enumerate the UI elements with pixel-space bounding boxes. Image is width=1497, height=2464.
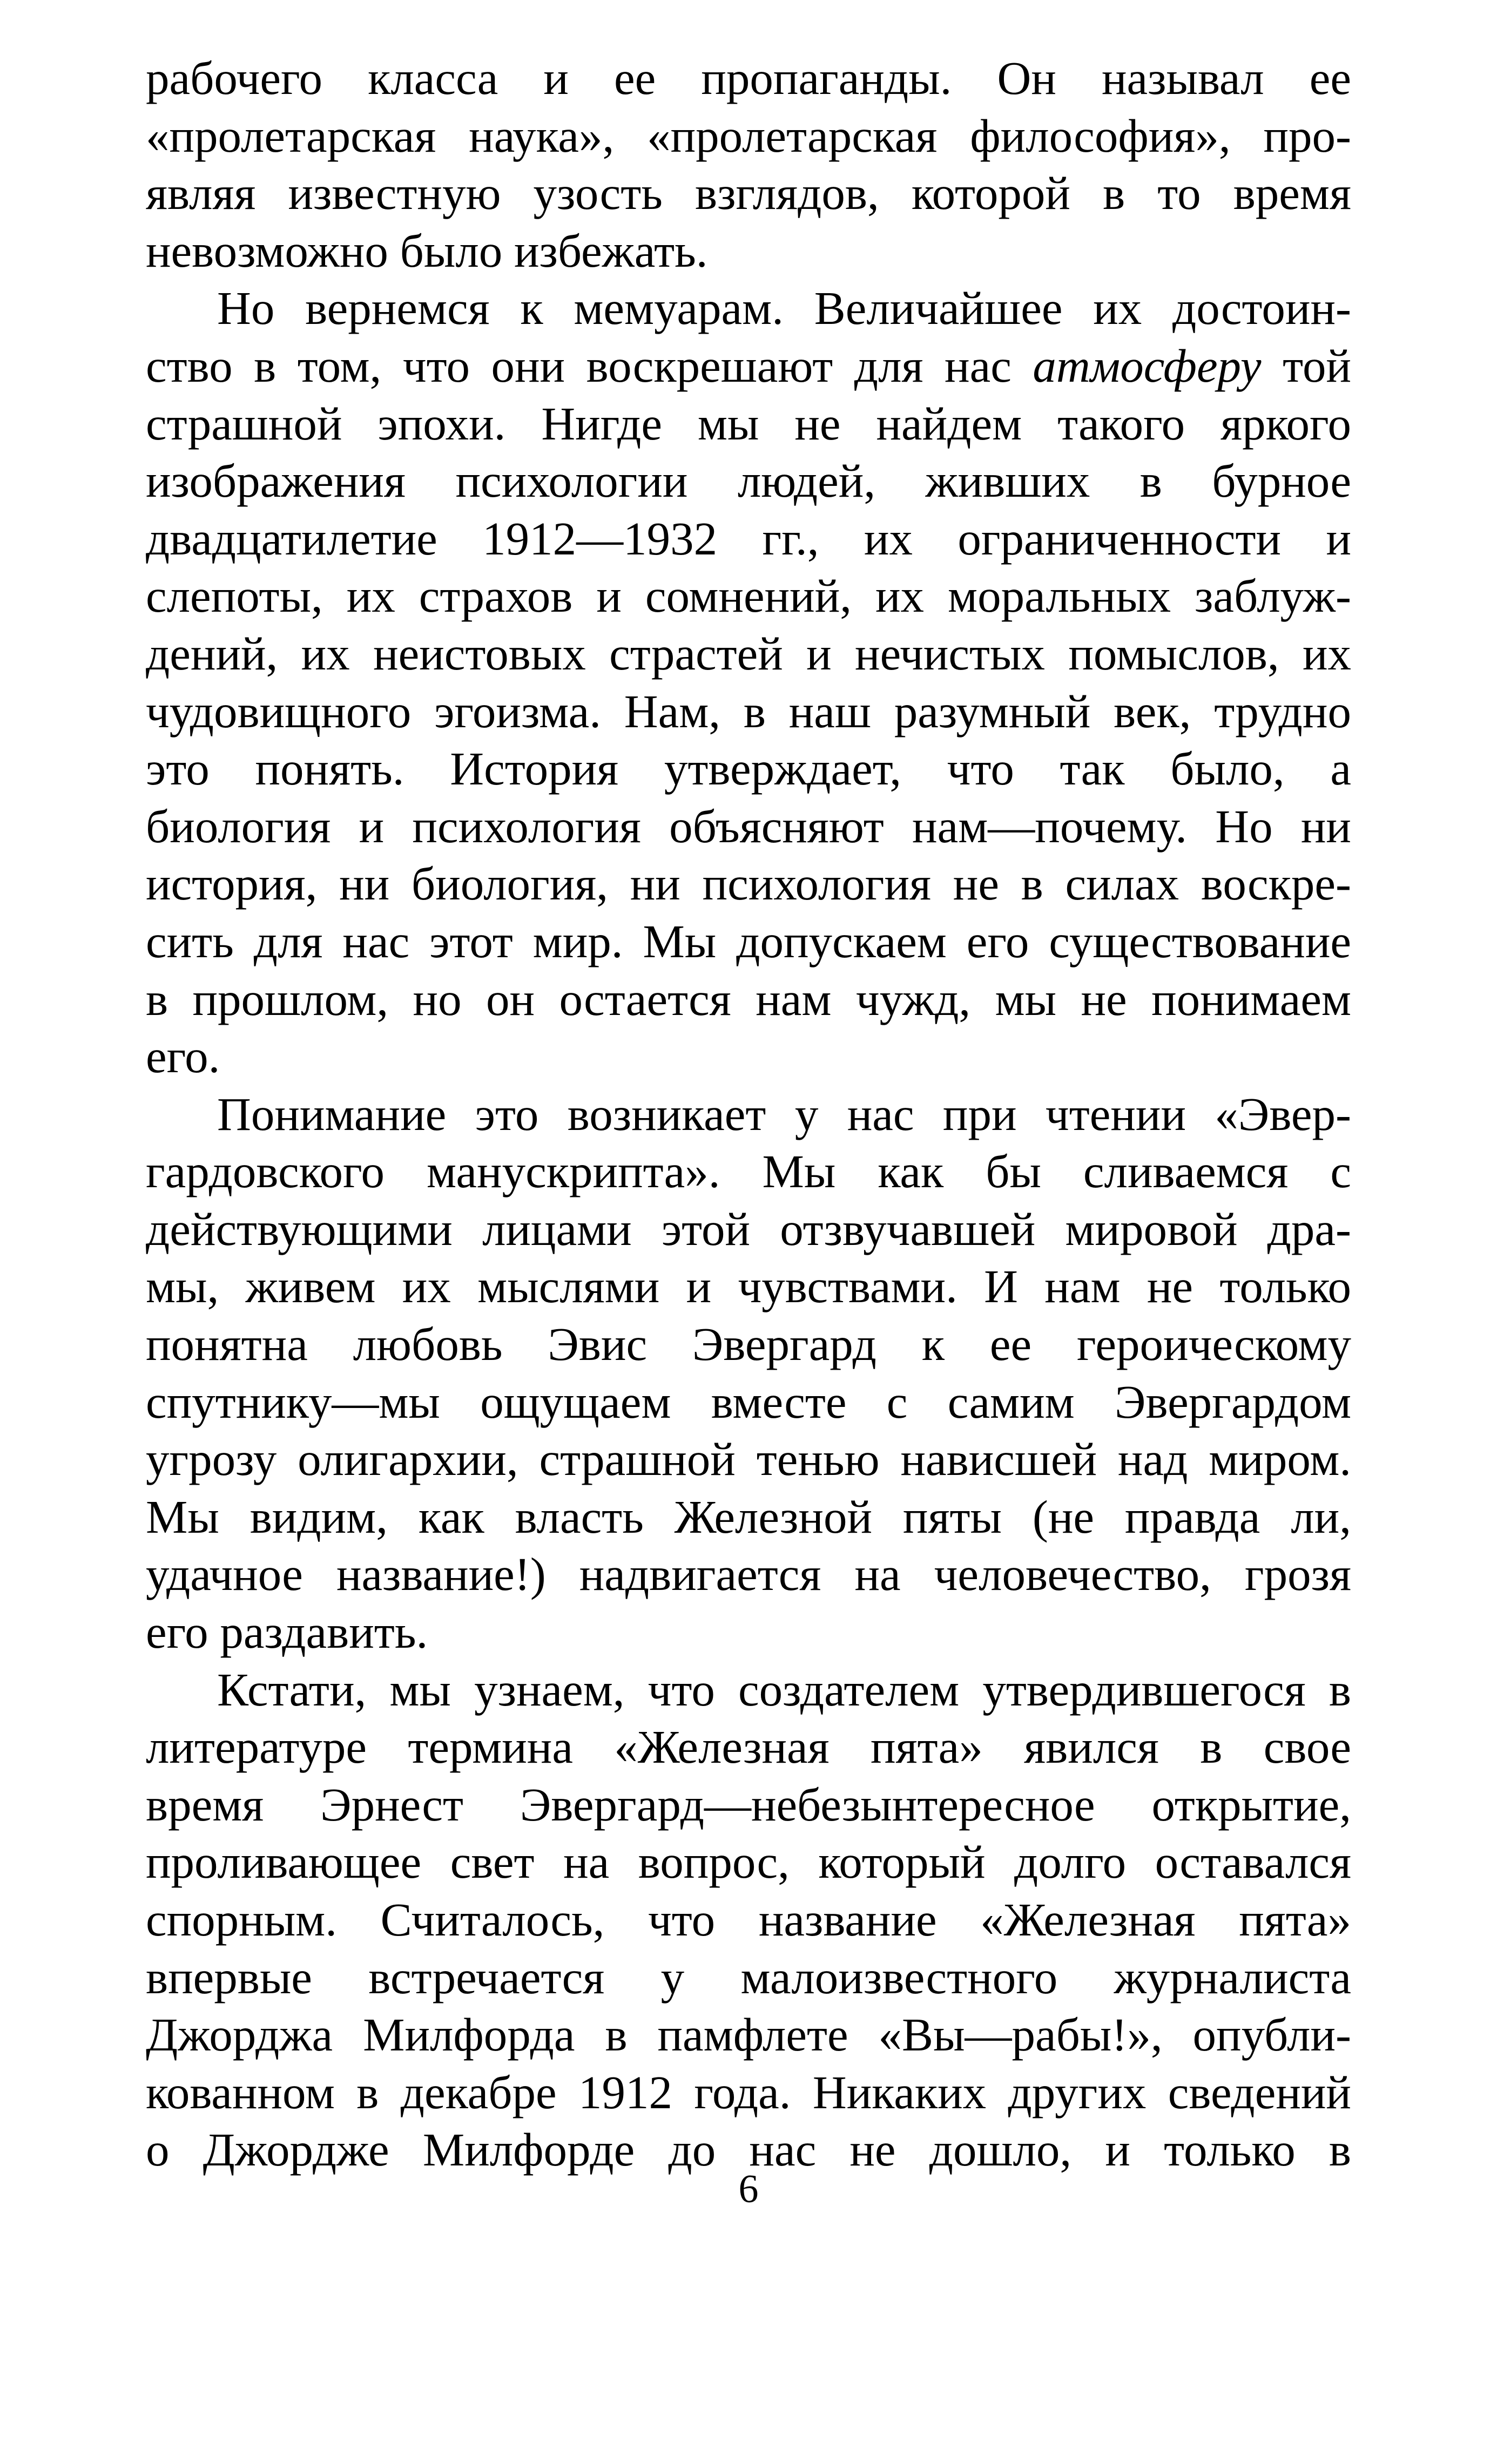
text-line: страшной эпохи. Нигде мы не найдем такого яркого bbox=[146, 397, 1351, 450]
text-line: впервые встречается у малоизвестного журналиста bbox=[146, 1951, 1351, 2003]
paragraph-1 bbox=[146, 50, 1351, 280]
text-fragment: той bbox=[1283, 339, 1351, 392]
text-line: кованном в декабре 1912 года. Никаких других сведений bbox=[146, 2066, 1351, 2118]
text-line: спорным. Считалось, что название «Железная пята» bbox=[146, 1893, 1351, 1946]
text-line: изображения психологии людей, живших в бурное bbox=[146, 455, 1351, 507]
text-line: являя известную узость взглядов, которой в то время bbox=[146, 167, 1351, 220]
paragraph-2 bbox=[146, 280, 1351, 1085]
text-line: история, ни биология, ни психология не в силах воскре- bbox=[146, 857, 1351, 910]
text-line: мы, живем их мыслями и чувствами. И нам не только bbox=[146, 1260, 1351, 1313]
text-line-with-italic bbox=[146, 337, 1351, 395]
page-number: 6 bbox=[738, 2167, 759, 2211]
text-line: о Джордже Милфорде до нас не дошло, и только в bbox=[146, 2123, 1351, 2176]
text-line: Понимание это возникает у нас при чтении «Эвер- bbox=[217, 1087, 1351, 1140]
text-line: биология и психология объясняют нам—почему. Но ни bbox=[146, 800, 1351, 852]
text-line: слепоты, их страхов и сомнений, их моральных заблуж- bbox=[146, 570, 1351, 622]
text-line: дений, их неистовых страстей и нечистых помыслов, их bbox=[146, 627, 1351, 680]
text-line: время Эрнест Эвергард—небезынтересное открытие, bbox=[146, 1778, 1351, 1831]
italic-word: атмосферу bbox=[1033, 339, 1262, 392]
text-line: литературе термина «Железная пята» явился в свое bbox=[146, 1721, 1351, 1773]
paragraph-4 bbox=[146, 1661, 1351, 2179]
text-line: понятна любовь Эвис Эвергард к ее героическому bbox=[146, 1318, 1351, 1371]
text-line: спутнику—мы ощущаем вместе с самим Эвергардом bbox=[146, 1375, 1351, 1428]
text-line: это понять. История утверждает, что так было, а bbox=[146, 742, 1351, 795]
text-line: его. bbox=[146, 1030, 220, 1083]
text-line: его раздавить. bbox=[146, 1606, 428, 1659]
text-line: невозможно было избежать. bbox=[146, 224, 708, 277]
text-line: чудовищного эгоизма. Нам, в наш разумный век, трудно bbox=[146, 685, 1351, 737]
text-line: Кстати, мы узнаем, что создателем утвердившегося в bbox=[217, 1663, 1351, 1716]
text-line: действующими лицами этой отзвучавшей мировой дра- bbox=[146, 1202, 1351, 1255]
paragraph-3 bbox=[146, 1086, 1351, 1661]
page-body bbox=[146, 50, 1351, 2179]
text-line: в прошлом, но он остается нам чужд, мы не понимаем bbox=[146, 972, 1351, 1025]
text-line: Джорджа Милфорда в памфлете «Вы—рабы!», опубли- bbox=[146, 2008, 1351, 2061]
text-line: «пролетарская наука», «пролетарская философия», про- bbox=[146, 109, 1351, 162]
text-line: проливающее свет на вопрос, который долго оставался bbox=[146, 1836, 1351, 1888]
text-line: Но вернемся к мемуарам. Величайшее их достоин- bbox=[217, 282, 1351, 335]
text-line: рабочего класса и ее пропаганды. Он называл ее bbox=[146, 52, 1351, 104]
text-line: гардовского манускрипта». Мы как бы сливаемся с bbox=[146, 1145, 1351, 1198]
text-line: угрозу олигархии, страшной тенью нависшей над миром. bbox=[146, 1433, 1351, 1486]
text-line: сить для нас этот мир. Мы допускаем его существование bbox=[146, 915, 1351, 967]
text-line: двадцатилетие 1912—1932 гг., их ограниченности и bbox=[146, 512, 1351, 565]
text-line: удачное название!) надвигается на человечество, грозя bbox=[146, 1548, 1351, 1601]
text-line: Мы видим, как власть Железной пяты (не правда ли, bbox=[146, 1490, 1351, 1543]
text-fragment: ство в том, что они воскрешают для нас bbox=[146, 339, 1012, 392]
